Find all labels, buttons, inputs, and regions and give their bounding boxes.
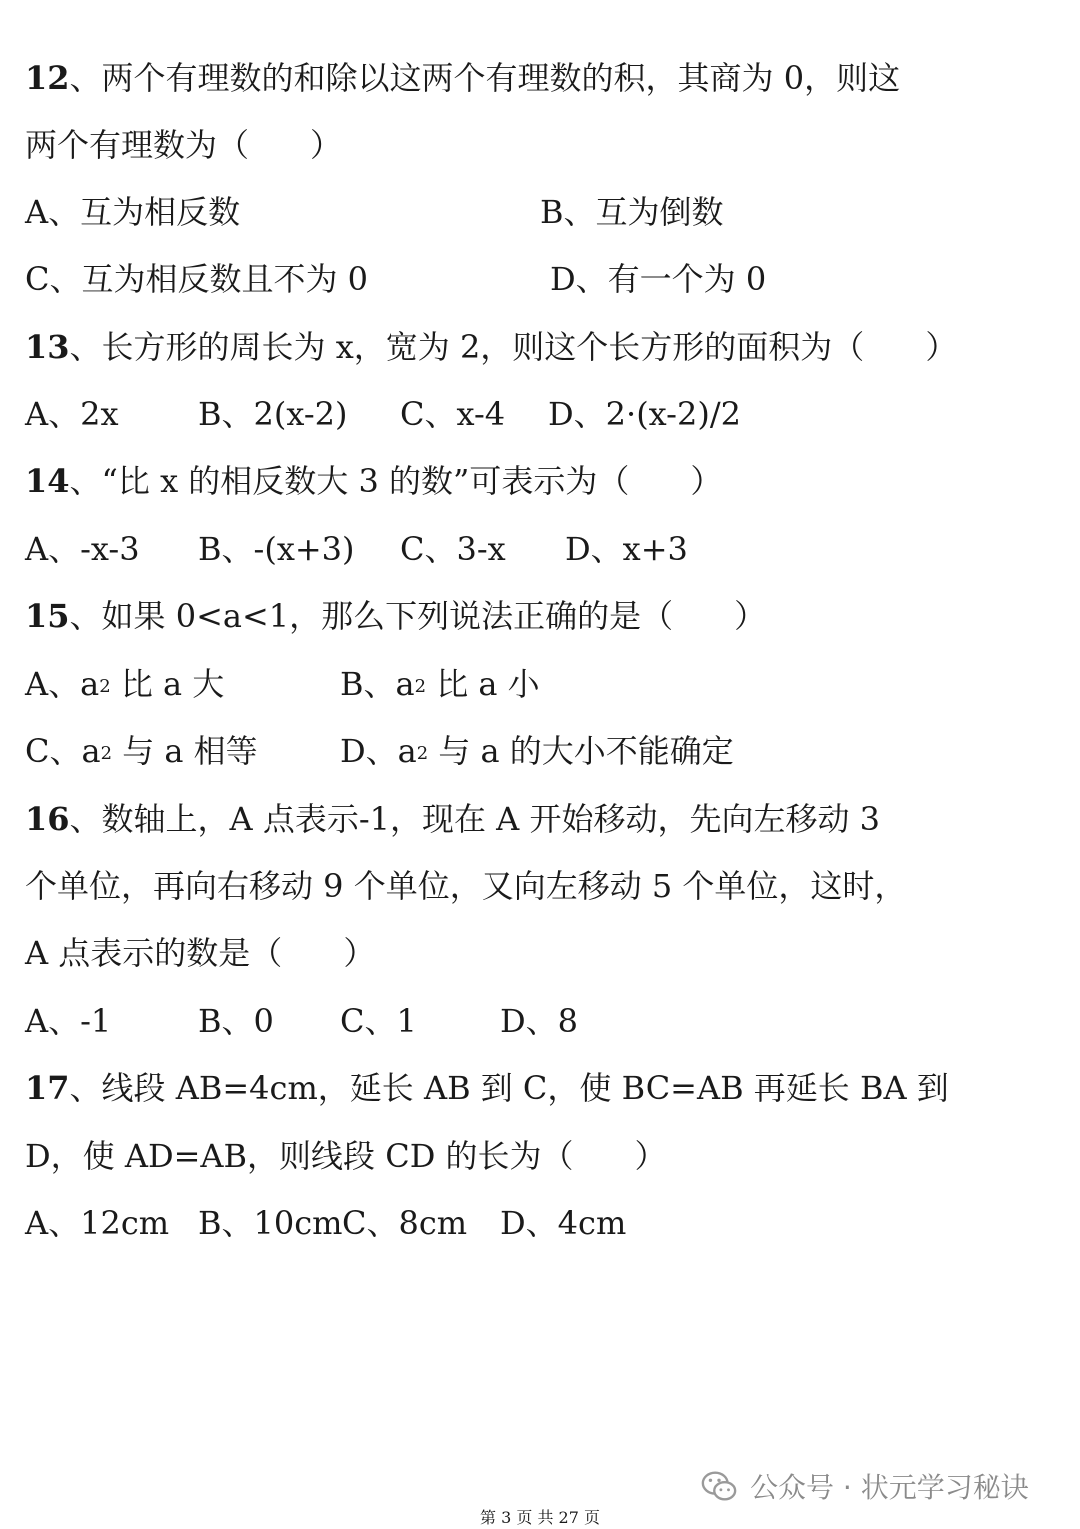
question-separator: 、 [69, 800, 102, 838]
question-17-line-2: D，使 AD=AB，则线段 CD 的长为（ ） [25, 1137, 667, 1175]
option-suffix: 比 a 大 [110, 665, 225, 703]
question-16-line-2: 个单位，再向右移动 9 个单位，又向左移动 5 个单位，这时， [25, 867, 907, 905]
option-a [25, 664, 224, 704]
watermark [700, 1464, 1029, 1508]
page-footer: 第 3 页 共 27 页 [480, 1508, 600, 1527]
option-prefix: A、a [25, 665, 100, 703]
question-text: “比 x 的相反数大 3 的数”可表示为（ ） [101, 462, 723, 500]
option-d: D、x+3 [565, 530, 688, 568]
question-number: 14 [25, 462, 70, 500]
option-suffix: 比 a 小 [426, 665, 540, 703]
option-a: A、互为相反数 [25, 193, 241, 231]
option-prefix: D、a [340, 732, 417, 770]
wechat-icon [700, 1467, 738, 1505]
question-15-line-1 [25, 596, 766, 636]
question-separator: 、 [69, 597, 102, 635]
option-d: D、有一个为 0 [550, 260, 767, 298]
question-text: 两个有理数的和除以这两个有理数的积，其商为 0，则这 [101, 59, 901, 97]
option-a: A、12cm [25, 1204, 170, 1242]
option-prefix: C、a [25, 732, 101, 770]
option-prefix: B、a [340, 665, 415, 703]
option-b: B、10cm [198, 1204, 343, 1242]
option-c: C、x-4 [400, 395, 506, 433]
option-c: C、8cm [342, 1204, 468, 1242]
option-c: C、3-x [400, 530, 506, 568]
option-b: B、0 [198, 1002, 274, 1040]
option-b: B、-(x+3) [198, 530, 355, 568]
option-d: D、8 [500, 1002, 579, 1040]
superscript: 2 [99, 676, 111, 697]
option-c [25, 731, 258, 771]
option-a: A、-1 [25, 1002, 112, 1040]
question-separator: 、 [69, 328, 102, 366]
question-12-line-1 [25, 58, 900, 98]
question-17-line-1 [25, 1068, 949, 1108]
option-suffix: 与 a 相等 [112, 732, 258, 770]
question-separator: 、 [69, 1069, 102, 1107]
option-b: B、2(x-2) [198, 395, 348, 433]
option-c: C、1 [340, 1002, 417, 1040]
option-b [340, 664, 540, 704]
option-a: A、-x-3 [25, 530, 140, 568]
option-d: D、2·(x-2)/2 [548, 395, 741, 433]
question-separator: 、 [69, 462, 102, 500]
superscript: 2 [414, 676, 427, 697]
question-text: 如果 0<a<1，那么下列说法正确的是（ ） [101, 597, 767, 635]
question-number: 13 [25, 328, 70, 366]
question-16-line-1 [25, 799, 880, 839]
option-d: D、4cm [500, 1204, 627, 1242]
option-c: C、互为相反数且不为 0 [25, 260, 369, 298]
option-b: B、互为倒数 [540, 193, 724, 231]
question-text: 线段 AB=4cm，延长 AB 到 C，使 BC=AB 再延长 BA 到 [101, 1069, 949, 1107]
option-suffix: 与 a 的大小不能确定 [428, 732, 734, 770]
question-13-line-1 [25, 327, 957, 367]
question-16-line-3: A 点表示的数是（ ） [25, 934, 376, 972]
superscript: 2 [416, 743, 429, 764]
question-number: 12 [25, 59, 70, 97]
question-separator: 、 [69, 59, 102, 97]
question-12-line-2: 两个有理数为（ ） [25, 126, 343, 164]
option-d [340, 731, 734, 771]
superscript: 2 [100, 743, 113, 764]
question-number: 16 [25, 800, 70, 838]
question-14-line-1 [25, 461, 722, 501]
question-number: 17 [25, 1069, 70, 1107]
option-a: A、2x [25, 395, 119, 433]
question-text: 数轴上，A 点表示-1，现在 A 开始移动，先向左移动 3 [101, 800, 880, 838]
question-number: 15 [25, 597, 70, 635]
watermark-text: 公众号 · 状元学习秘诀 [750, 1471, 1029, 1504]
question-text: 长方形的周长为 x，宽为 2，则这个长方形的面积为（ ） [101, 328, 958, 366]
